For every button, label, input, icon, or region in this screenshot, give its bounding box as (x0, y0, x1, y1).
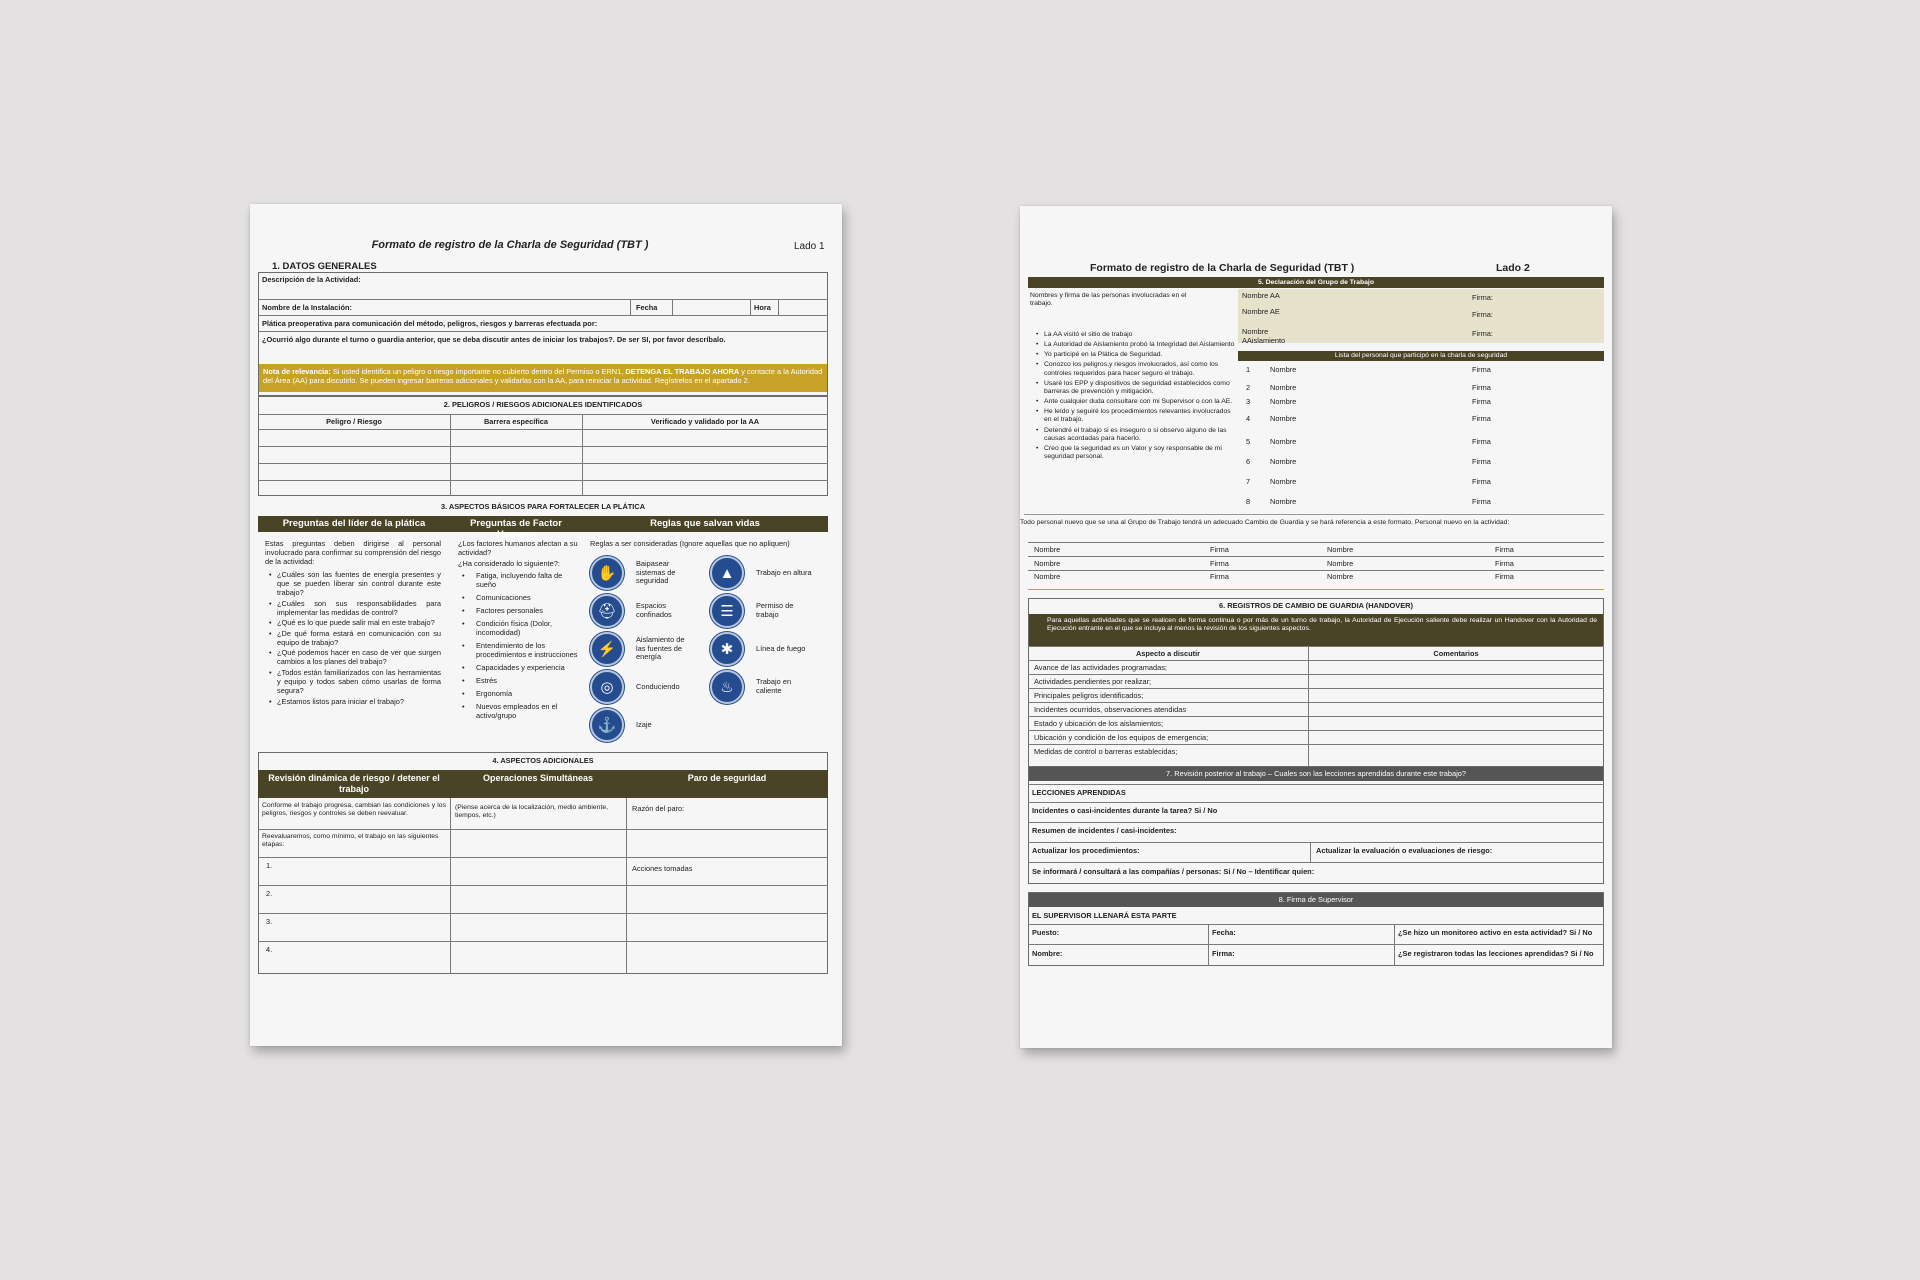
declaration-item: • Conozco los peligros,y riesgos involucrados, así como los controles requeridos para hacer seguro el trabajo. (1036, 361, 1236, 377)
stage-4: 4. (266, 945, 273, 954)
human-factor-item: • Ergonomía (462, 689, 578, 698)
leader-question: • ¿Cuáles son sus responsabilidades para implementar las medidas de control? (269, 599, 441, 617)
human-factor-item: • Condición física (Dolor, incomodidad) (462, 619, 578, 637)
participant-number: 5 (1246, 437, 1251, 446)
isolation-name-label: Nombre AAislamiento (1242, 327, 1286, 345)
handover-aspect: Ubicación y condición de los equipos de emergencia; (1034, 733, 1209, 742)
page-title: Formato de registro de la Charla de Seguridad (TBT ) (1090, 262, 1355, 274)
supervisor-instructions: EL SUPERVISOR LLENARÁ ESTA PARTE (1032, 911, 1177, 920)
declaration-item: • Detendré el trabajo si es inseguro o si observo alguno de las causas acordadas para hacerlo. (1036, 427, 1236, 443)
new-person-signature-label: Firma (1495, 545, 1514, 554)
section-1-title: 1. DATOS GENERALES (272, 261, 377, 272)
aa-name-label: Nombre AA (1242, 291, 1280, 300)
handover-aspect: Medidas de control o barreras establecidas; (1034, 747, 1178, 756)
life-saving-rules-header: Reglas que salvan vidas (650, 518, 760, 529)
handover-aspect: Incidentes ocurridos, observaciones atendidas (1034, 705, 1187, 714)
relevance-note: Nota de relevancia: Si usted identifica un peligro o riesgo importante no cubierto dentro del Permiso o ERN1, DETENGA EL TRABAJO AHORA y contacte a la Autoridad del Área (AA) para discutirlo. Se pueden ingresar barreras adicionales y validarlas con la AA, para reiniciar la actividad. Regístrelos en el apartado 2. (259, 364, 827, 392)
participant-name-label: Nombre (1270, 365, 1297, 374)
form-page-side-2 (1020, 206, 1612, 1048)
declaration-item: • La Autoridad de Aislamiento probó la Integridad del Aislamiento (1036, 341, 1236, 349)
declaration-item: • Usaré los EPP y dispositivos de seguridad establecidos como barreras de prevención y mitigación. (1036, 380, 1236, 396)
rule-confined-space: ⛑ Espacios confinados (590, 594, 710, 628)
participant-name-label: Nombre (1270, 397, 1297, 406)
rule-lifting: ⚓ Izaje (590, 708, 710, 742)
participants-list-header: Lista del personal que participó en la charla de seguridad (1238, 351, 1604, 361)
new-person-signature-label: Firma (1210, 545, 1229, 554)
rule-line-of-fire: ✱ Línea de fuego (710, 632, 826, 666)
human-factor-item: • Nuevos empleados en el activo/grupo (462, 702, 578, 720)
new-person-name-label: Nombre (1034, 559, 1061, 568)
leader-question: • ¿De qué forma estará en comunicación con su equipo de trabajo? (269, 629, 441, 647)
human-factor-item: • Fatiga, incluyendo falta de sueño (462, 571, 578, 589)
participant-signature-label: Firma (1472, 365, 1491, 374)
lessons-registered-question: ¿Se registraron todas las lecciones aprendidas? Si / No (1398, 949, 1594, 958)
declaration-item: • Yo participé en la Plática de Seguridad. (1036, 351, 1236, 359)
handover-aspect: Actividades pendientes por realizar; (1034, 677, 1152, 686)
rule-driving: ◎ Conduciendo (590, 670, 710, 704)
handover-intro: Para aquellas actividades que se realicen de forma continua o por más de un turno de trabajo, la Autoridad de Ejecución saliente debe realizar un Handover con la Autoridad de Ejecución entrante en el que se incluya al menos la revisión de los siguientes aspectos. (1029, 614, 1603, 646)
safety-stop-header: Paro de seguridad (687, 773, 767, 783)
human-factor-header: Preguntas de Factor Humano (470, 518, 562, 540)
section-8-header: 8. Firma de Supervisor (1029, 893, 1603, 907)
confined-space-icon: ⛑ (590, 594, 624, 628)
section-7-header: 7. Revisión posterior al trabajo – Cuales son las lecciones aprendidas durante este trabajo? (1029, 767, 1603, 781)
previous-shift-question: ¿Ocurrió algo durante el turno o guardia anterior, que se deba discutir antes de iniciar los trabajos?. De ser SI, por favor descríbalo. (262, 335, 726, 344)
rule-work-permit: ☰ Permiso de trabajo (710, 594, 826, 628)
supervisor-date-label: Fecha: (1212, 928, 1236, 937)
position-label: Puesto: (1032, 928, 1060, 937)
date-label: Fecha (636, 303, 658, 312)
stage-2: 2. (266, 889, 273, 898)
declaration-item: • La AA visitó el sitio de trabajo (1036, 331, 1236, 339)
participant-signature-label: Firma (1472, 397, 1491, 406)
names-signatures-text: Nombres y firma de las personas involucradas en el trabajo. (1030, 292, 1187, 308)
time-label: Hora (754, 303, 771, 312)
supervisor-signature-label: Firma: (1212, 949, 1235, 958)
participant-signature-label: Firma (1472, 477, 1491, 486)
isolation-signature-label: Firma: (1472, 329, 1493, 338)
participant-number: 4 (1246, 414, 1251, 423)
stage-3: 3. (266, 917, 273, 926)
handover-aspect: Principales peligros identificados; (1034, 691, 1144, 700)
pre-op-talk-label: Plática preoperativa para comunicación del método, peligros, riesgos y barreras efectuada por: (262, 319, 598, 328)
energy-isolation-icon: ⚡ (590, 632, 624, 666)
participant-name-label: Nombre (1270, 383, 1297, 392)
comments-column-header: Comentarios (1433, 649, 1479, 658)
rules-intro: Reglas a ser consideradas (Ignore aquellas que no apliquen) (590, 539, 790, 548)
new-person-signature-label: Firma (1210, 559, 1229, 568)
actions-taken-label: Acciones tomadas (632, 864, 693, 873)
participant-name-label: Nombre (1270, 497, 1297, 506)
human-factor-item: • Factores personales (462, 606, 578, 615)
new-person-signature-label: Firma (1495, 559, 1514, 568)
supervisor-name-label: Nombre: (1032, 949, 1063, 958)
leader-questions-block: Estas preguntas deben dirigirse al personal involucrado para confirmar su comprensión del riesgo de la actividad: • ¿Cuáles son las fuentes de energía presentes y que se pueden liberar sin control durante este trabajo? • ¿Cuáles son sus responsabilidades para implementar las medidas de control? • ¿Qué es lo que puede salir mal en este trabajo? • ¿De qué forma estará en comunicación con su equipo de trabajo? • ¿Qué podemos hacer en caso de ver que surgen cambios a los planes del trabajo? • ¿Todos están familiarizados con las herramientas y equipo y todos saben cómo usarlas de forma segura? • ¿Estamos listos para iniciar el trabajo? (265, 539, 441, 707)
simops-text: (Piense acerca de la localización, medio ambiente, tiempos, etc.) (455, 804, 609, 820)
human-factor-item: • Capacidades y experiencia (462, 663, 578, 672)
declaration-list (1036, 331, 1236, 463)
hazard-column-header: Peligro / Riesgo (326, 417, 382, 426)
stage-1: 1. (266, 861, 273, 870)
section-2-title: 2. PELIGROS / RIESGOS ADICIONALES IDENTIFICADOS (443, 400, 643, 409)
participant-name-label: Nombre (1270, 437, 1297, 446)
new-person-name-label: Nombre (1327, 572, 1354, 581)
bypass-icon: ✋ (590, 556, 624, 590)
human-factor-item: • Estrés (462, 676, 578, 685)
incidents-question: Incidentes o casi-incidentes durante la tarea? Si / No (1032, 806, 1218, 815)
rule-energy-isolation: ⚡ Aislamiento de las fuentes de energía (590, 632, 710, 666)
human-factor-item: • Entendimiento de los procedimientos e instrucciones (462, 641, 578, 659)
participant-number: 2 (1246, 383, 1251, 392)
ae-signature-label: Firma: (1472, 310, 1493, 319)
rule-hot-work: ♨ Trabajo en caliente (710, 670, 826, 704)
leader-question: • ¿Qué podemos hacer en caso de ver que surgen cambios a los planes del trabajo? (269, 648, 441, 666)
inform-companies-label: Se informará / consultará a las compañías / personas: Si / No – Identificar quien: (1032, 867, 1315, 876)
validated-column-header: Verificado y validado por la AA (650, 417, 760, 426)
stop-reason-label: Razón del paro: (632, 804, 685, 813)
rule-work-at-height: ▲ Trabajo en altura (710, 556, 826, 590)
dynamic-risk-header: Revisión dinámica de riesgo / detener el trabajo (268, 773, 440, 795)
participant-name-label: Nombre (1270, 457, 1297, 466)
work-at-height-icon: ▲ (710, 556, 744, 590)
participant-number: 7 (1246, 477, 1251, 486)
section-6-title: 6. REGISTROS DE CAMBIO DE GUARDIA (HANDOVER) (1219, 601, 1413, 610)
aa-signature-label: Firma: (1472, 293, 1493, 302)
rule-bypass: ✋ Baipasear sistemas de seguridad (590, 556, 710, 590)
simops-header: Operaciones Simultáneas (482, 773, 594, 783)
participant-number: 6 (1246, 457, 1251, 466)
participant-signature-label: Firma (1472, 497, 1491, 506)
reassess-text: Reevaluaremos, como mínimo, el trabajo en las siguientes etapas: (262, 833, 439, 849)
human-factor-block: ¿Los factores humanos afectan a su actividad? ¿Ha considerado lo siguiente?: • Fatiga, incluyendo falta de sueño • Comunicaciones • Factores personales • Condición física (Dolor, incomodidad) • Entendimiento de los procedimientos e instrucciones • Capacidades y experiencia • Estrés • Ergonomía • Nuevos empleados en el activo/grupo (458, 539, 578, 725)
new-personnel-text: Todo personal nuevo que se una al Grupo de Trabajo tendrá un adecuado Cambio de Guardia y se hará referencia a este formato. Personal nuevo en la actividad: (1020, 519, 1510, 526)
leader-question: • ¿Cuáles son las fuentes de energía presentes y que se pueden liberar sin control durante este trabajo? (269, 570, 441, 597)
new-person-name-label: Nombre (1327, 559, 1354, 568)
work-permit-icon: ☰ (710, 594, 744, 628)
activity-description-label: Descripción de la Actividad: (262, 275, 361, 284)
ae-name-label: Nombre AE (1242, 307, 1280, 316)
dynamic-risk-text: Conforme el trabajo progresa, cambian las condiciones y los peligros, riesgos y controles se deben reevaluar. (262, 802, 446, 818)
participant-name-label: Nombre (1270, 414, 1297, 423)
participant-signature-label: Firma (1472, 383, 1491, 392)
driving-icon: ◎ (590, 670, 624, 704)
installation-name-label: Nombre de la Instalación: (262, 303, 352, 312)
hot-work-icon: ♨ (710, 670, 744, 704)
form-page-side-1 (250, 204, 842, 1046)
leader-question: • ¿Qué es lo que puede salir mal en este trabajo? (269, 618, 441, 627)
participant-signature-label: Firma (1472, 457, 1491, 466)
page-side-label: Lado 1 (794, 241, 825, 252)
new-person-name-label: Nombre (1034, 572, 1061, 581)
handover-aspect: Avance de las actividades programadas; (1034, 663, 1167, 672)
line-of-fire-icon: ✱ (710, 632, 744, 666)
section-4-title: 4. ASPECTOS ADICIONALES (492, 756, 594, 765)
monitoring-question: ¿Se hizo un monitoreo activo en esta actividad? Si / No (1398, 928, 1593, 937)
lessons-learned-label: LECCIONES APRENDIDAS (1032, 788, 1126, 797)
new-person-name-label: Nombre (1327, 545, 1354, 554)
handover-aspect: Estado y ubicación de los aislamientos; (1034, 719, 1163, 728)
lifting-icon: ⚓ (590, 708, 624, 742)
page-side-label: Lado 2 (1496, 262, 1530, 274)
update-risk-assessment-label: Actualizar la evaluación o evaluaciones de riesgo: (1316, 846, 1493, 855)
leader-questions-header: Preguntas del líder de la plática (282, 518, 426, 529)
participant-number: 8 (1246, 497, 1251, 506)
section-3-title: 3. ASPECTOS BÁSICOS PARA FORTALECER LA PLÁTICA (440, 502, 646, 511)
human-factor-item: • Comunicaciones (462, 593, 578, 602)
declaration-item: • Ante cualquier duda consultare con mi Supervisor o con la AE. (1036, 398, 1236, 406)
declaration-item: • Creo que la seguridad es un Valor y soy responsable de mi seguridad personal. (1036, 445, 1236, 461)
incident-summary-label: Resumen de incidentes / casi-incidentes: (1032, 826, 1177, 835)
update-procedures-label: Actualizar los procedimientos: (1032, 846, 1140, 855)
participant-number: 3 (1246, 397, 1251, 406)
participant-signature-label: Firma (1472, 437, 1491, 446)
participant-signature-label: Firma (1472, 414, 1491, 423)
page-title: Formato de registro de la Charla de Seguridad (TBT ) (371, 239, 649, 251)
new-person-signature-label: Firma (1495, 572, 1514, 581)
declaration-item: • He leído y seguiré los procedimientos relevantes involucrados en el trabajo. (1036, 408, 1236, 424)
new-person-name-label: Nombre (1034, 545, 1061, 554)
barrier-column-header: Barrera específica (483, 417, 549, 426)
leader-question: • ¿Todos están familiarizados con las herramientas y equipo y todos saben cómo usarlas de forma segura? (269, 668, 441, 695)
aspect-column-header: Aspecto a discutir (1135, 649, 1201, 658)
new-person-signature-label: Firma (1210, 572, 1229, 581)
section-5-header: 5. Declaración del Grupo de Trabajo (1028, 277, 1604, 288)
participant-number: 1 (1246, 365, 1251, 374)
participant-name-label: Nombre (1270, 477, 1297, 486)
leader-question: • ¿Estamos listos para iniciar el trabajo? (269, 697, 441, 706)
